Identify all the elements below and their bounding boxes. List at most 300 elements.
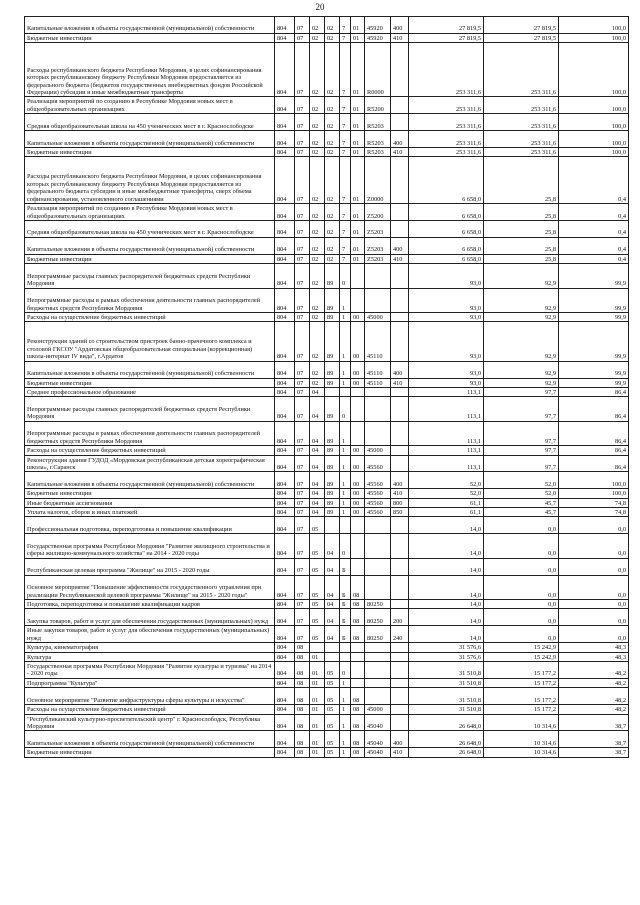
row-percent: 0,4 — [559, 237, 629, 254]
row-code-subsection: 04 — [310, 489, 325, 498]
row-code-program: 89 — [325, 498, 340, 507]
table-row — [25, 17, 629, 34]
row-code-section: 07 — [295, 626, 310, 643]
row-code-chapter: 804 — [275, 609, 295, 626]
row-code-direction: 45560 — [365, 472, 391, 489]
table-row — [25, 498, 629, 507]
row-planned-amount: 93,0 — [409, 288, 484, 312]
row-code-measure: 01 — [351, 221, 365, 238]
row-code-subprogram — [340, 517, 351, 534]
row-code-program: 89 — [325, 489, 340, 498]
row-executed-amount: 0,0 — [484, 558, 559, 575]
row-planned-amount: 113,1 — [409, 397, 484, 421]
row-code-section: 07 — [295, 397, 310, 421]
table-row — [25, 731, 629, 748]
row-code-measure: 01 — [351, 237, 365, 254]
row-code-measure: 00 — [351, 472, 365, 489]
row-code-direction: Z5203 — [365, 221, 391, 238]
row-name: Иные закупки товаров, работ и услуг для обеспечения государственных (муниципальных) нужд — [25, 626, 275, 643]
row-code-program: 89 — [325, 378, 340, 387]
row-code-subsection: 02 — [310, 264, 325, 288]
row-percent: 48,3 — [559, 652, 629, 661]
row-planned-amount: 113,1 — [409, 446, 484, 455]
row-code-expense-type — [391, 688, 409, 705]
row-code-subprogram: 1 — [340, 714, 351, 731]
row-percent: 0,0 — [559, 626, 629, 643]
row-code-program: 05 — [325, 688, 340, 705]
table-row — [25, 575, 629, 599]
row-code-measure: 00 — [351, 361, 365, 378]
row-code-direction: R5203 — [365, 148, 391, 157]
row-code-direction: R5203 — [365, 131, 391, 148]
row-code-chapter: 804 — [275, 148, 295, 157]
row-code-section: 08 — [295, 714, 310, 731]
row-name: Бюджетные инвестиции — [25, 489, 275, 498]
row-code-expense-type — [391, 397, 409, 421]
row-planned-amount: 27 819,5 — [409, 33, 484, 42]
row-executed-amount: 253 311,6 — [484, 43, 559, 97]
row-code-measure: 01 — [351, 43, 365, 97]
row-code-direction — [365, 558, 391, 575]
row-code-chapter: 804 — [275, 600, 295, 609]
row-code-measure — [351, 652, 365, 661]
row-planned-amount: 61,1 — [409, 508, 484, 517]
budget-table — [24, 16, 629, 758]
row-executed-amount: 253 311,6 — [484, 97, 559, 114]
row-code-subprogram: 1 — [340, 361, 351, 378]
row-executed-amount: 15 177,2 — [484, 661, 559, 678]
row-code-section: 08 — [295, 748, 310, 757]
row-code-expense-type — [391, 387, 409, 396]
row-code-subsection: 02 — [310, 378, 325, 387]
table-row — [25, 221, 629, 238]
row-code-expense-type — [391, 714, 409, 731]
row-code-direction: 45040 — [365, 731, 391, 748]
row-code-section: 07 — [295, 378, 310, 387]
row-code-subsection: 05 — [310, 575, 325, 599]
row-name: Расходы на осуществление бюджетных инвестиций — [25, 312, 275, 321]
row-executed-amount: 27 819,5 — [484, 33, 559, 42]
row-code-section: 07 — [295, 575, 310, 599]
row-code-section: 07 — [295, 508, 310, 517]
row-planned-amount: 26 648,0 — [409, 748, 484, 757]
row-code-measure: 00 — [351, 508, 365, 517]
table-row — [25, 600, 629, 609]
row-code-section: 07 — [295, 472, 310, 489]
table-row — [25, 254, 629, 263]
row-code-chapter: 804 — [275, 17, 295, 34]
row-code-subprogram: Б — [340, 558, 351, 575]
row-planned-amount: 52,0 — [409, 472, 484, 489]
table-row — [25, 508, 629, 517]
row-code-subprogram: 7 — [340, 43, 351, 97]
row-code-section: 08 — [295, 643, 310, 652]
row-code-subsection: 02 — [310, 43, 325, 97]
row-code-chapter: 804 — [275, 387, 295, 396]
row-code-subsection: 04 — [310, 508, 325, 517]
row-executed-amount: 92,9 — [484, 378, 559, 387]
row-code-measure: 00 — [351, 455, 365, 472]
row-code-section: 07 — [295, 558, 310, 575]
row-code-subsection: 02 — [310, 114, 325, 131]
row-code-expense-type — [391, 43, 409, 97]
row-name: Бюджетные инвестиции — [25, 254, 275, 263]
row-code-subsection: 05 — [310, 534, 325, 558]
row-code-program — [325, 387, 340, 396]
row-planned-amount: 26 648,0 — [409, 714, 484, 731]
row-code-chapter: 804 — [275, 157, 295, 204]
row-name: Реализация мероприятий по созданию в Республике Мордовия новых мест в общеобразовательных организациях — [25, 204, 275, 221]
row-code-subprogram: 7 — [340, 114, 351, 131]
table-row — [25, 489, 629, 498]
row-code-subprogram: 1 — [340, 489, 351, 498]
row-code-measure — [351, 517, 365, 534]
table-row — [25, 237, 629, 254]
row-name: Непрограммные расходы в рамках обеспечения деятельности главных распорядителей бюджетных средств Республики Мордовия — [25, 421, 275, 445]
row-planned-amount: 26 648,0 — [409, 731, 484, 748]
row-code-section: 07 — [295, 361, 310, 378]
row-code-subprogram: 1 — [340, 378, 351, 387]
row-code-chapter: 804 — [275, 361, 295, 378]
row-planned-amount: 31 510,8 — [409, 705, 484, 714]
row-executed-amount: 45,7 — [484, 508, 559, 517]
row-executed-amount: 0,0 — [484, 534, 559, 558]
row-executed-amount: 52,0 — [484, 472, 559, 489]
row-name: Непрограммные расходы главных распорядителей бюджетных средств Республики Мордовия — [25, 397, 275, 421]
row-name: Расходы республиканского бюджета Республики Мордовия, в целях софинансирования которых республиканскому бюджету Республики Мордовия предоставляется из федерального бюджета субсидии и иные межбюджетные трансферты, сверх объема софинансирования, установленного соглашениями — [25, 157, 275, 204]
row-code-chapter: 804 — [275, 131, 295, 148]
row-code-direction: 45110 — [365, 378, 391, 387]
row-planned-amount: 31 576,6 — [409, 652, 484, 661]
row-code-program: 04 — [325, 626, 340, 643]
table-row — [25, 748, 629, 757]
row-code-subsection: 01 — [310, 714, 325, 731]
row-percent: 100,0 — [559, 33, 629, 42]
row-code-direction: 45000 — [365, 312, 391, 321]
row-code-direction: R5203 — [365, 114, 391, 131]
row-code-subprogram: 7 — [340, 237, 351, 254]
row-code-program: 02 — [325, 157, 340, 204]
row-code-section: 08 — [295, 661, 310, 678]
row-code-subprogram: 7 — [340, 33, 351, 42]
row-name: Капитальные вложения в объекты государственной (муниципальной) собственности — [25, 237, 275, 254]
row-code-chapter: 804 — [275, 97, 295, 114]
row-code-section: 07 — [295, 17, 310, 34]
row-code-direction — [365, 688, 391, 705]
row-code-direction — [365, 652, 391, 661]
row-code-section: 07 — [295, 97, 310, 114]
row-code-direction — [365, 517, 391, 534]
row-name: Бюджетные инвестиции — [25, 148, 275, 157]
row-code-section: 07 — [295, 312, 310, 321]
table-row — [25, 678, 629, 687]
table-row — [25, 264, 629, 288]
row-code-subprogram: 0 — [340, 397, 351, 421]
row-code-subsection: 01 — [310, 661, 325, 678]
row-code-chapter: 804 — [275, 517, 295, 534]
row-percent: 38,7 — [559, 748, 629, 757]
row-code-program: 89 — [325, 446, 340, 455]
row-code-section: 07 — [295, 131, 310, 148]
row-code-program: 89 — [325, 264, 340, 288]
table-row — [25, 204, 629, 221]
table-row — [25, 455, 629, 472]
row-code-direction: 45040 — [365, 748, 391, 757]
row-name: Республиканская целевая программа "Жилище" на 2015 - 2020 годы — [25, 558, 275, 575]
row-planned-amount: 27 819,5 — [409, 17, 484, 34]
row-code-subsection: 05 — [310, 609, 325, 626]
row-code-chapter: 804 — [275, 114, 295, 131]
row-percent: 99,9 — [559, 288, 629, 312]
row-percent: 86,4 — [559, 455, 629, 472]
row-planned-amount: 6 658,0 — [409, 221, 484, 238]
row-code-direction — [365, 264, 391, 288]
row-code-subsection: 02 — [310, 33, 325, 42]
table-row — [25, 312, 629, 321]
row-code-program: 04 — [325, 575, 340, 599]
row-code-expense-type — [391, 705, 409, 714]
row-percent: 99,9 — [559, 264, 629, 288]
row-code-chapter: 804 — [275, 534, 295, 558]
row-name: Основное мероприятие "Развитие инфраструктуры сферы культуры и искусства" — [25, 688, 275, 705]
row-code-expense-type: 850 — [391, 508, 409, 517]
row-executed-amount: 10 314,6 — [484, 748, 559, 757]
row-code-direction: Z0000 — [365, 157, 391, 204]
row-percent: 48,2 — [559, 705, 629, 714]
row-code-program: 02 — [325, 114, 340, 131]
row-percent: 0,0 — [559, 558, 629, 575]
row-code-measure: 01 — [351, 204, 365, 221]
row-code-chapter: 804 — [275, 472, 295, 489]
row-code-chapter: 804 — [275, 237, 295, 254]
row-code-section: 07 — [295, 288, 310, 312]
row-name: Культура — [25, 652, 275, 661]
row-code-expense-type: 410 — [391, 748, 409, 757]
row-code-section: 07 — [295, 387, 310, 396]
row-code-subsection: 01 — [310, 705, 325, 714]
row-code-expense-type — [391, 600, 409, 609]
row-name: Расходы на осуществление бюджетных инвестиций — [25, 446, 275, 455]
row-name: Реализация мероприятий по созданию в Республике Мордовия новых мест в общеобразовательных организациях — [25, 97, 275, 114]
row-name: Реконструкция здания ГУДОД «Мордовская республиканская детская хореографическая школа», г.Саранск — [25, 455, 275, 472]
row-code-measure: 08 — [351, 688, 365, 705]
row-executed-amount: 253 311,6 — [484, 114, 559, 131]
row-code-subprogram: 7 — [340, 97, 351, 114]
row-planned-amount: 253 311,6 — [409, 43, 484, 97]
budget-table-body — [25, 17, 629, 758]
row-code-subsection: 02 — [310, 288, 325, 312]
row-code-subprogram — [340, 643, 351, 652]
row-code-measure: 01 — [351, 17, 365, 34]
row-code-measure — [351, 288, 365, 312]
row-executed-amount: 0,0 — [484, 626, 559, 643]
row-code-subsection: 02 — [310, 131, 325, 148]
row-executed-amount: 25,8 — [484, 204, 559, 221]
row-code-section: 08 — [295, 678, 310, 687]
row-code-program: 89 — [325, 397, 340, 421]
row-code-measure: 00 — [351, 322, 365, 361]
row-code-program: 02 — [325, 17, 340, 34]
row-planned-amount: 14,0 — [409, 575, 484, 599]
row-code-subsection: 02 — [310, 312, 325, 321]
row-planned-amount: 14,0 — [409, 626, 484, 643]
row-code-program: 02 — [325, 33, 340, 42]
row-code-chapter: 804 — [275, 748, 295, 757]
row-code-direction: 45560 — [365, 455, 391, 472]
row-executed-amount: 15 242,9 — [484, 643, 559, 652]
row-executed-amount: 15 177,2 — [484, 678, 559, 687]
row-code-direction: 80250 — [365, 626, 391, 643]
row-code-section: 07 — [295, 254, 310, 263]
row-percent: 100,0 — [559, 472, 629, 489]
row-code-program: 02 — [325, 43, 340, 97]
row-code-program — [325, 652, 340, 661]
row-executed-amount: 25,8 — [484, 157, 559, 204]
row-code-program: 02 — [325, 254, 340, 263]
row-percent: 0,0 — [559, 517, 629, 534]
row-code-section: 07 — [295, 609, 310, 626]
row-planned-amount: 253 311,6 — [409, 131, 484, 148]
row-code-measure: 01 — [351, 157, 365, 204]
row-code-expense-type — [391, 678, 409, 687]
table-row — [25, 288, 629, 312]
row-planned-amount: 14,0 — [409, 600, 484, 609]
row-code-section: 07 — [295, 446, 310, 455]
row-code-measure — [351, 678, 365, 687]
row-code-direction: 80250 — [365, 609, 391, 626]
row-code-subprogram: 1 — [340, 322, 351, 361]
row-code-measure: 08 — [351, 609, 365, 626]
row-executed-amount: 15 177,2 — [484, 705, 559, 714]
row-code-program — [325, 517, 340, 534]
row-code-program: 89 — [325, 312, 340, 321]
row-code-expense-type: 400 — [391, 237, 409, 254]
row-code-expense-type: 410 — [391, 254, 409, 263]
row-code-subsection: 04 — [310, 455, 325, 472]
table-row — [25, 33, 629, 42]
row-code-subprogram: 7 — [340, 254, 351, 263]
row-code-chapter: 804 — [275, 254, 295, 263]
row-code-subprogram: 0 — [340, 534, 351, 558]
row-code-chapter: 804 — [275, 446, 295, 455]
row-code-measure: 08 — [351, 626, 365, 643]
row-code-measure — [351, 421, 365, 445]
row-percent: 99,9 — [559, 312, 629, 321]
row-name: Капитальные вложения в объекты государственной (муниципальной) собственности — [25, 17, 275, 34]
row-executed-amount: 97,7 — [484, 397, 559, 421]
row-code-subsection: 01 — [310, 652, 325, 661]
row-name: Уплата налогов, сборов и иных платежей — [25, 508, 275, 517]
row-executed-amount: 253 311,6 — [484, 131, 559, 148]
row-code-program: 89 — [325, 472, 340, 489]
row-code-program: 89 — [325, 361, 340, 378]
row-executed-amount: 10 314,6 — [484, 731, 559, 748]
row-code-chapter: 804 — [275, 731, 295, 748]
row-planned-amount: 52,0 — [409, 489, 484, 498]
table-row — [25, 378, 629, 387]
row-name: Профессиональная подготовка, переподготовка и повышение квалификации — [25, 517, 275, 534]
row-code-measure: 00 — [351, 489, 365, 498]
row-code-chapter: 804 — [275, 397, 295, 421]
row-code-measure: 08 — [351, 731, 365, 748]
row-code-expense-type — [391, 455, 409, 472]
row-percent: 38,7 — [559, 731, 629, 748]
row-code-expense-type — [391, 534, 409, 558]
row-name: Подготовка, переподготовка и повышение квалификации кадров — [25, 600, 275, 609]
row-executed-amount: 92,9 — [484, 322, 559, 361]
row-code-measure: 00 — [351, 446, 365, 455]
row-code-direction — [365, 678, 391, 687]
table-row — [25, 688, 629, 705]
row-code-chapter: 804 — [275, 714, 295, 731]
row-code-subsection: 02 — [310, 17, 325, 34]
row-name: Подпрограмма "Культура" — [25, 678, 275, 687]
table-row — [25, 609, 629, 626]
row-code-subprogram: 7 — [340, 17, 351, 34]
row-code-subsection: 01 — [310, 678, 325, 687]
row-code-subprogram: 1 — [340, 472, 351, 489]
row-code-subprogram: 1 — [340, 705, 351, 714]
row-name: Бюджетные инвестиции — [25, 748, 275, 757]
row-code-section: 07 — [295, 148, 310, 157]
row-name: Капитальные вложения в объекты государственной (муниципальной) собственности — [25, 131, 275, 148]
row-percent: 38,7 — [559, 714, 629, 731]
row-executed-amount: 15 177,2 — [484, 688, 559, 705]
row-code-section: 08 — [295, 731, 310, 748]
table-row — [25, 397, 629, 421]
row-name: Государственная программа Республики Мордовия "Развитие культуры и туризма" на 2014 - 2020 годы — [25, 661, 275, 678]
table-row — [25, 558, 629, 575]
row-code-subprogram: 1 — [340, 748, 351, 757]
row-code-section: 07 — [295, 455, 310, 472]
row-code-program: 02 — [325, 237, 340, 254]
row-code-expense-type — [391, 157, 409, 204]
row-executed-amount: 0,0 — [484, 517, 559, 534]
row-name: Бюджетные инвестиции — [25, 378, 275, 387]
row-code-measure: 01 — [351, 114, 365, 131]
row-percent: 100,0 — [559, 43, 629, 97]
row-code-measure: 01 — [351, 148, 365, 157]
row-code-subprogram — [340, 387, 351, 396]
row-code-expense-type — [391, 264, 409, 288]
row-percent: 86,4 — [559, 421, 629, 445]
row-code-direction: 45920 — [365, 17, 391, 34]
row-code-measure: 00 — [351, 498, 365, 507]
row-name: Государственная программа Республики Мордовия "Развитие жилищного строительства и сферы жилищно-коммунального хозяйства" на 2014 - 2020 годы — [25, 534, 275, 558]
row-code-measure: 01 — [351, 254, 365, 263]
row-code-direction: 45920 — [365, 33, 391, 42]
table-row — [25, 387, 629, 396]
row-code-direction: Z5200 — [365, 204, 391, 221]
row-percent: 100,0 — [559, 489, 629, 498]
row-planned-amount: 93,0 — [409, 322, 484, 361]
row-executed-amount: 25,8 — [484, 254, 559, 263]
row-name: Бюджетные инвестиции — [25, 33, 275, 42]
row-code-subsection: 04 — [310, 387, 325, 396]
row-code-measure: 00 — [351, 312, 365, 321]
row-percent: 99,9 — [559, 378, 629, 387]
table-row — [25, 714, 629, 731]
row-code-direction — [365, 397, 391, 421]
row-code-measure: 01 — [351, 131, 365, 148]
table-row — [25, 361, 629, 378]
row-percent: 100,0 — [559, 97, 629, 114]
row-code-subprogram: 0 — [340, 264, 351, 288]
row-code-section: 07 — [295, 421, 310, 445]
row-planned-amount: 113,1 — [409, 455, 484, 472]
row-percent: 0,4 — [559, 221, 629, 238]
row-code-subsection: 02 — [310, 237, 325, 254]
